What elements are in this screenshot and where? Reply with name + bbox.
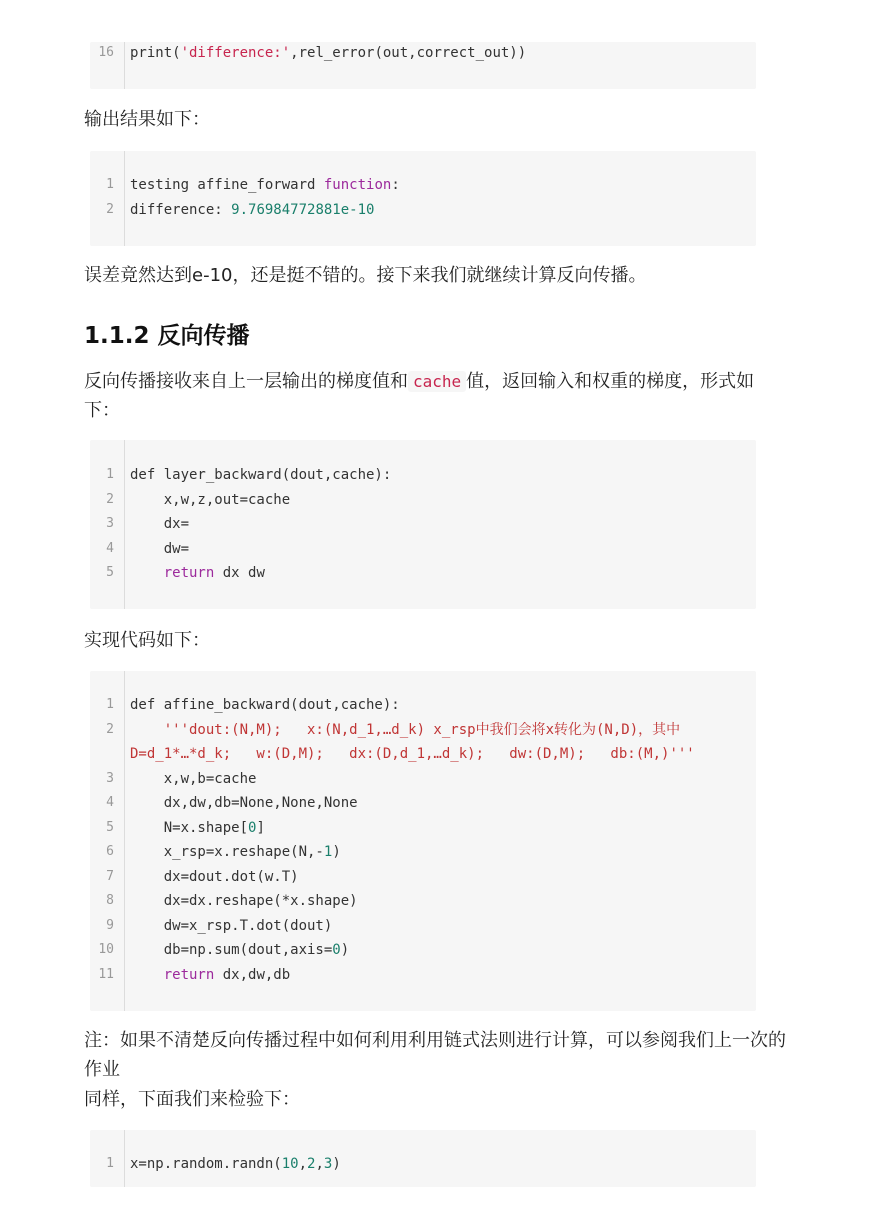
line-content bbox=[130, 41, 526, 65]
line-number: 8 bbox=[106, 893, 114, 908]
code-token: dx=dx.reshape(*x.shape) bbox=[130, 893, 358, 909]
code-token: , bbox=[298, 1156, 308, 1172]
code-token: , bbox=[315, 1156, 324, 1172]
code-block-layer-backward bbox=[90, 440, 756, 609]
code-token: return bbox=[163, 565, 215, 581]
line-number: 9 bbox=[106, 917, 114, 933]
line-content bbox=[130, 742, 695, 766]
code-line bbox=[90, 767, 756, 791]
code-token: x,w,z,out=cache bbox=[130, 491, 291, 508]
line-content bbox=[130, 561, 265, 585]
line-number: 7 bbox=[106, 868, 114, 884]
code-line bbox=[90, 718, 756, 742]
code-line bbox=[90, 938, 756, 962]
line-number: 3 bbox=[106, 770, 114, 786]
code-token: dx,dw,db=None,None,None bbox=[130, 795, 358, 811]
line-number: 2 bbox=[106, 721, 114, 737]
code-token: ) bbox=[332, 1156, 341, 1172]
backward-description-before: 反向传播接收来自上一层输出的梯度值和 bbox=[84, 371, 408, 392]
code-token: 1 bbox=[323, 844, 333, 860]
note-text: 注：如果不清楚反向传播过程中如何利用利用链式法则进行计算，可以参阅我们上一次的作业 bbox=[84, 1030, 786, 1080]
code-token: testing affine_forward bbox=[130, 177, 324, 193]
code-line bbox=[90, 742, 756, 766]
code-token: '''dout:(N,M); x:(N,d_1,…d_k) x_rsp中我们会将x转化为(N,D)，其中 bbox=[130, 721, 681, 738]
code-token: 0 bbox=[332, 942, 341, 958]
code-block-check bbox=[90, 1130, 756, 1187]
line-content bbox=[130, 198, 374, 222]
code-line bbox=[90, 1152, 756, 1176]
line-number: 1 bbox=[106, 177, 114, 192]
code-token: ,rel_error(out,correct_out)) bbox=[290, 45, 527, 61]
code-token: dx=dout.dot(w.T) bbox=[130, 868, 299, 885]
line-number: 4 bbox=[106, 540, 114, 556]
line-number: 2 bbox=[106, 201, 114, 217]
line-content bbox=[130, 463, 391, 487]
backward-description-after: 值，返回输入和权重的梯度，形式如下： bbox=[84, 371, 755, 421]
code-line bbox=[90, 865, 756, 889]
code-line bbox=[90, 488, 756, 512]
line-content bbox=[130, 693, 400, 717]
line-number: 5 bbox=[106, 565, 114, 580]
code-token: difference: bbox=[130, 201, 232, 218]
code-block-output bbox=[90, 151, 756, 246]
code-line bbox=[90, 41, 756, 65]
line-number: 2 bbox=[106, 491, 114, 507]
line-number: 5 bbox=[106, 819, 114, 835]
code-token: x,w,b=cache bbox=[130, 770, 257, 787]
code-line bbox=[90, 963, 756, 987]
code-token: 9.76984772881e-10 bbox=[231, 201, 375, 218]
line-number: 4 bbox=[106, 795, 114, 810]
code-block-print bbox=[90, 42, 756, 89]
line-content bbox=[130, 718, 680, 742]
line-number: 10 bbox=[98, 942, 114, 957]
code-token: x=np.random.randn( bbox=[130, 1156, 282, 1172]
backward-description bbox=[84, 367, 789, 425]
code-line bbox=[90, 914, 756, 938]
code-token: dx,dw,db bbox=[214, 966, 291, 983]
code-line bbox=[90, 693, 756, 717]
code-token: dw=x_rsp.T.dot(dout) bbox=[130, 917, 333, 934]
line-content bbox=[130, 963, 290, 987]
code-token: 0 bbox=[248, 819, 257, 836]
implementation-intro-text: 实现代码如下： bbox=[84, 630, 210, 651]
code-line bbox=[90, 198, 756, 222]
inline-code-cache: cache bbox=[408, 371, 466, 392]
line-content bbox=[130, 938, 349, 962]
line-number: 3 bbox=[106, 516, 114, 531]
line-number: 1 bbox=[106, 467, 114, 482]
code-line bbox=[90, 463, 756, 487]
code-token: 2 bbox=[307, 1156, 316, 1172]
code-line bbox=[90, 512, 756, 536]
code-token: db=np.sum(dout,axis= bbox=[130, 942, 333, 958]
code-token: N=x.shape[ bbox=[130, 819, 249, 836]
code-token: 10 bbox=[281, 1156, 299, 1172]
code-token: ] bbox=[256, 819, 265, 836]
line-content bbox=[130, 840, 341, 864]
line-content bbox=[130, 791, 358, 815]
code-token: D=d_1*…*d_k; w:(D,M); dx:(D,d_1,…d_k); dw:(D,M); db:(M,)''' bbox=[130, 746, 695, 762]
code-token: def affine_backward(dout,cache): bbox=[130, 697, 400, 713]
line-content bbox=[130, 889, 358, 913]
code-line bbox=[90, 537, 756, 561]
check-intro-text: 同样，下面我们来检验下： bbox=[84, 1089, 300, 1110]
code-token: ) bbox=[332, 844, 341, 860]
code-line bbox=[90, 889, 756, 913]
line-content bbox=[130, 865, 299, 889]
line-number: 1 bbox=[106, 1156, 114, 1171]
code-token: dx= bbox=[130, 516, 190, 532]
section-heading: 1.1.2 反向传播 bbox=[84, 323, 250, 349]
code-token: return bbox=[163, 966, 215, 983]
line-content bbox=[130, 816, 265, 840]
code-token bbox=[130, 967, 164, 983]
code-token: def layer_backward(dout,cache): bbox=[130, 467, 392, 483]
code-line bbox=[90, 561, 756, 585]
line-content bbox=[130, 173, 400, 197]
line-content bbox=[130, 914, 332, 938]
line-number: 11 bbox=[98, 966, 114, 982]
code-token: : bbox=[391, 177, 400, 193]
line-number: 1 bbox=[106, 697, 114, 712]
code-token: dx dw bbox=[214, 565, 265, 581]
code-block-affine-backward bbox=[90, 671, 756, 1011]
code-line bbox=[90, 791, 756, 815]
code-line bbox=[90, 173, 756, 197]
line-content bbox=[130, 488, 290, 512]
code-token: dw= bbox=[130, 540, 190, 557]
code-token: function bbox=[323, 177, 392, 193]
line-content bbox=[130, 1152, 341, 1176]
line-content bbox=[130, 512, 189, 536]
code-line bbox=[90, 816, 756, 840]
output-intro-text: 输出结果如下： bbox=[84, 109, 210, 130]
error-comment-text: 误差竟然达到e-10，还是挺不错的。接下来我们就继续计算反向传播。 bbox=[84, 265, 647, 286]
code-token: ) bbox=[340, 942, 350, 958]
line-content bbox=[130, 767, 256, 791]
code-line bbox=[90, 840, 756, 864]
line-number: 6 bbox=[106, 844, 114, 859]
code-token bbox=[130, 565, 164, 581]
code-token: 'difference:' bbox=[180, 45, 291, 61]
code-token: 3 bbox=[323, 1156, 333, 1172]
line-content bbox=[130, 537, 189, 561]
line-number: 16 bbox=[98, 45, 114, 60]
code-token: x_rsp=x.reshape(N,- bbox=[130, 844, 324, 860]
code-token: print( bbox=[130, 45, 181, 61]
